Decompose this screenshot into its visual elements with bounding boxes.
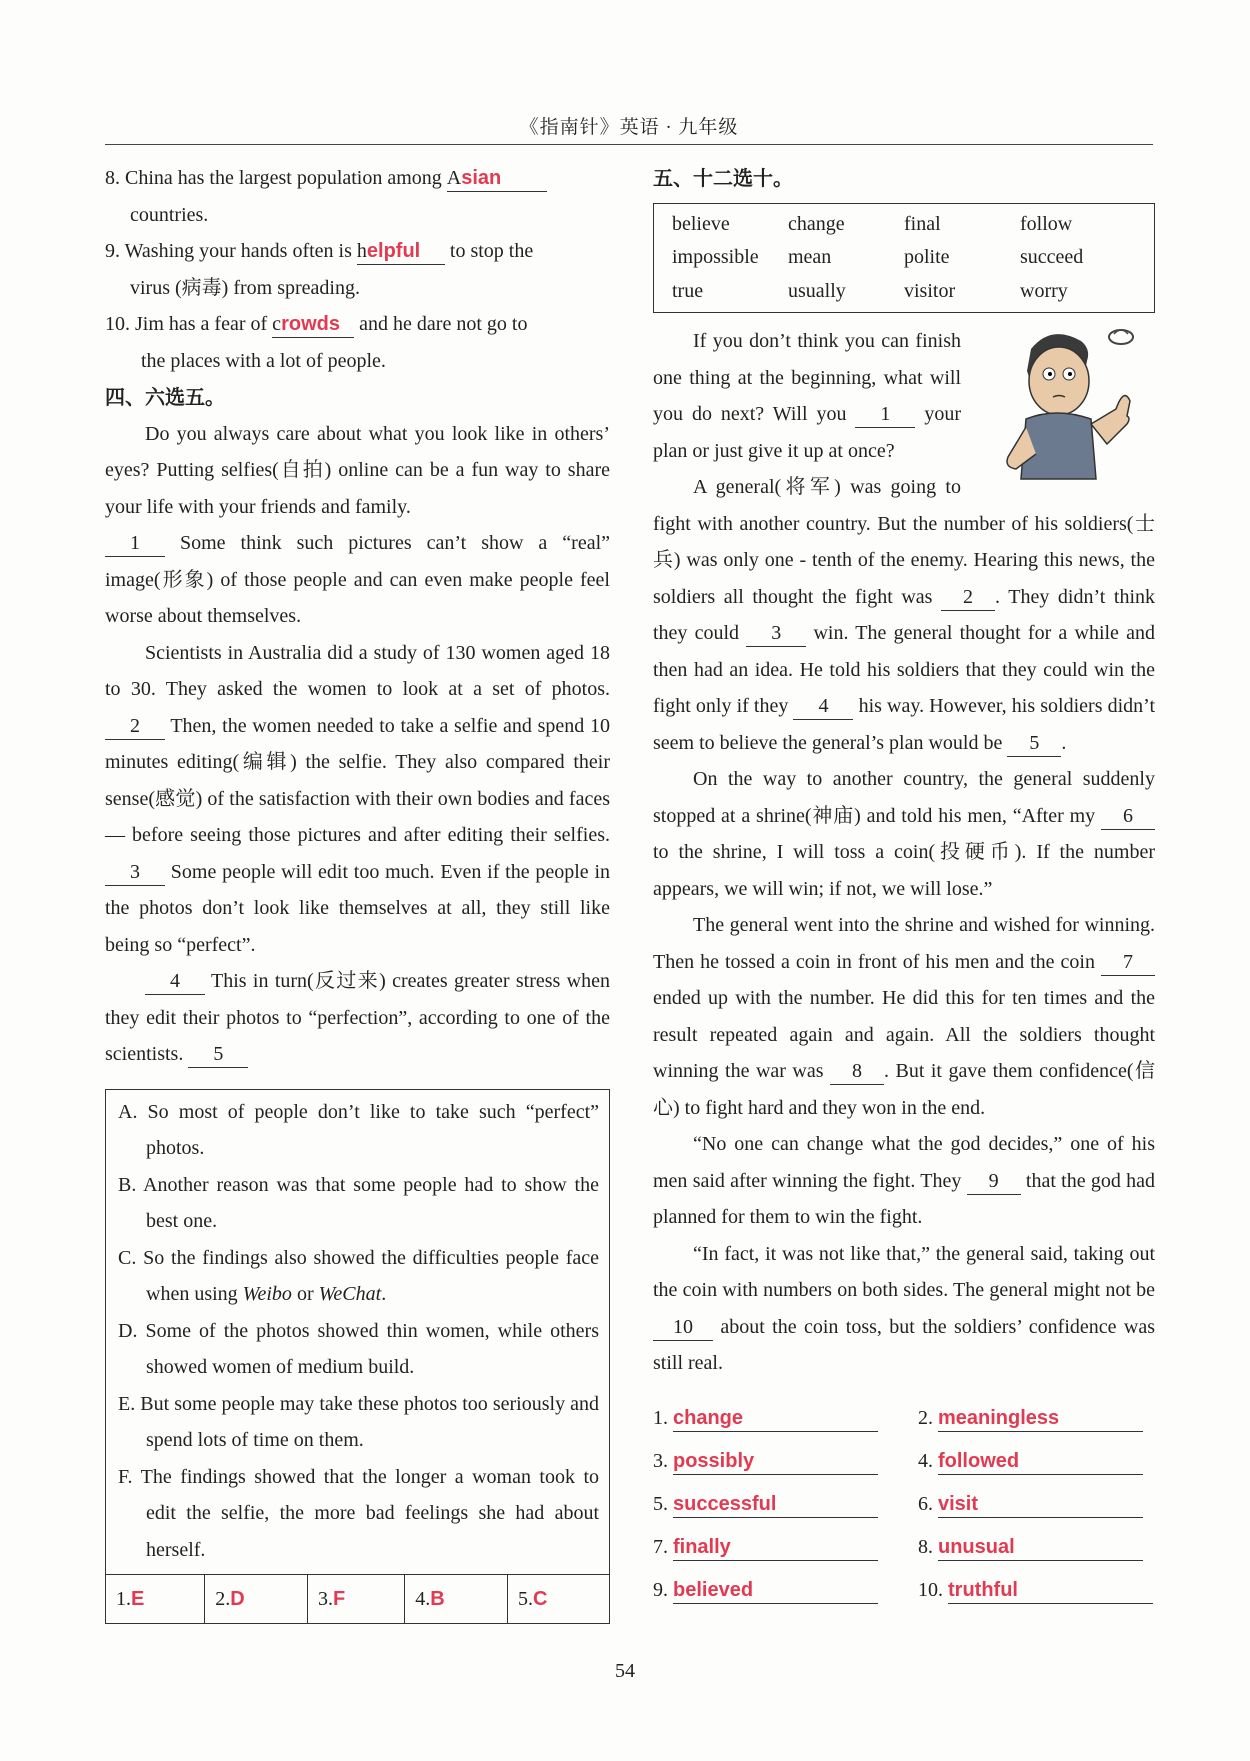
word: final xyxy=(904,212,941,235)
vocab-answer-10: rowds xyxy=(281,313,340,335)
s4-blank-1[interactable]: 1 xyxy=(105,530,165,557)
options-box xyxy=(105,1089,610,1625)
s4-blank-4[interactable]: 4 xyxy=(145,968,205,995)
s5-answer-5: 5. successful xyxy=(653,1486,890,1523)
s5-answer-2: 2. meaningless xyxy=(918,1400,1155,1437)
s5-blank-10[interactable]: 10 xyxy=(653,1314,713,1341)
s4-answer-5: 5.C xyxy=(507,1575,609,1624)
s4-blank-2[interactable]: 2 xyxy=(105,713,165,740)
right-column xyxy=(653,160,1155,1609)
option-d: D. Some of the photos showed thin women, while others showed women of medium build. xyxy=(118,1319,599,1378)
s5-blank-7[interactable]: 7 xyxy=(1101,949,1155,976)
left-column xyxy=(105,160,610,1624)
section4-title: 四、六选五。 xyxy=(105,385,225,409)
s4-blank-3[interactable]: 3 xyxy=(105,859,165,886)
s5-answer-6: 6. visit xyxy=(918,1486,1155,1523)
option-f: F. The findings showed that the longer a woman took to edit the selfie, the more bad feelings she had about herself. xyxy=(118,1465,599,1561)
s5-answer-9: 9. believed xyxy=(653,1572,890,1609)
word: follow xyxy=(1020,212,1073,235)
s5-paragraph-6: “In fact, it was not like that,” the general said, taking out the coin with numbers on both sides. The general might not be 10 about the coin toss, but the soldiers’ confidence was still real. xyxy=(653,1242,1155,1374)
s5-blank-9[interactable]: 9 xyxy=(967,1168,1021,1195)
word: polite xyxy=(904,246,950,268)
word: impossible xyxy=(672,246,759,268)
option-a: A. So most of people don’t like to take such “perfect” photos. xyxy=(118,1100,600,1159)
s4-answer-3: 3.F xyxy=(308,1575,405,1624)
s5-paragraph-1: If you don’t think you can finish one thing at the beginning, what will you do next? Will you 1 your plan or just give it up at once? xyxy=(653,330,961,462)
s5-blank-4[interactable]: 4 xyxy=(793,693,853,720)
option-b: B. Another reason was that some people had to show the best one. xyxy=(118,1173,599,1232)
word-bank xyxy=(653,203,1155,314)
vocab-item-9: 9. Washing your hands often is helpful to stop the virus (病毒) from spreading. xyxy=(105,240,534,299)
s5-paragraph-2: A general(将军) was going to fight with another country. But the number of his soldiers(士兵) was only one - tenth of the enemy. Hearing this news, the soldiers all thought the fight was 2 . They didn’t think they could 3 win. The general thought for a while and then had an idea. He told his soldiers that they could win the fight only if they 4 his way. However, his soldiers didn’t seem to believe the general’s plan would be 5 . xyxy=(653,469,1155,761)
s4-blank-5[interactable]: 5 xyxy=(188,1041,248,1068)
s5-answer-1: 1. change xyxy=(653,1400,890,1437)
s4-answer-4: 4.B xyxy=(405,1575,508,1624)
option-e: E. But some people may take these photos too seriously and spend lots of time on them. xyxy=(118,1392,599,1451)
s4-paragraph-2: Scientists in Australia did a study of 130 women aged 18 to 30. They asked the women to look at a set of photos. 2 Then, the women needed to take a selfie and spend 10 minutes editing(编辑) the selfie. They also compared their sense(感觉) of the satisfaction with their own bodies and faces — before seeing those pictures and after editing their selfies. 3 Some people will edit too much. Even if the people in the photos don’t look like themselves at all, they still like being so “perfect”. xyxy=(105,641,610,956)
s5-answer-10: 10. truthful xyxy=(918,1572,1155,1609)
s5-blank-1[interactable]: 1 xyxy=(855,401,915,428)
s5-answer-3: 3. possibly xyxy=(653,1443,890,1480)
s4-answer-1: 1.E xyxy=(106,1575,205,1624)
s4-answer-table xyxy=(106,1574,609,1623)
vocab-item-8: 8. China has the largest population among Asian countries. xyxy=(105,160,610,233)
word: visitor xyxy=(904,279,956,302)
s5-paragraph-4: The general went into the shrine and wished for winning. Then he tossed a coin in front of his men and the coin 7 ended up with the number. He did this for ten times and the result repeated again and again. All the soldiers thought winning the war was 8 . But it gave them confidence(信心) to fight hard and they won in the end. xyxy=(653,914,1156,1119)
vocab-item-10: 10. Jim has a fear of crowds and he dare not go to the places with a lot of people. xyxy=(105,313,528,372)
option-c: C. So the findings also showed the difficulties people face when using Weibo or WeChat. xyxy=(118,1246,600,1305)
word: believe xyxy=(672,212,730,235)
vocab-answer-8: sian xyxy=(461,167,502,189)
boy-thinking-illustration xyxy=(971,319,1161,484)
s5-answer-4: 4. followed xyxy=(918,1443,1155,1480)
s5-blank-8[interactable]: 8 xyxy=(830,1058,884,1085)
s4-answer-2: 2.D xyxy=(205,1575,308,1624)
page-number: 54 xyxy=(615,1660,635,1682)
s5-paragraph-3: On the way to another country, the general suddenly stopped at a shrine(神庙) and told his men, “After my 6 to the shrine, I will toss a coin(投硬币). If the number appears, we will win; if not, we will lose.” xyxy=(653,768,1155,900)
word: mean xyxy=(788,246,832,268)
word: true xyxy=(672,279,704,302)
vocab-answer-9: elpful xyxy=(366,240,421,262)
header-divider xyxy=(105,144,1153,145)
word: succeed xyxy=(1020,246,1084,268)
s5-answer-7: 7. finally xyxy=(653,1529,890,1566)
s5-blank-5[interactable]: 5 xyxy=(1007,730,1061,757)
s5-paragraph-5: “No one can change what the god decides,” one of his men said after winning the fight. They 9 that the god had planned for them to win the fight. xyxy=(653,1133,1155,1228)
s5-blank-2[interactable]: 2 xyxy=(941,584,995,611)
word: usually xyxy=(788,279,846,302)
page-header: 《指南针》英语 · 九年级 xyxy=(519,117,739,138)
word: worry xyxy=(1020,279,1068,302)
s4-paragraph-1: Do you always care about what you look like in others’ eyes? Putting selfies(自拍) online can be a fun way to share your life with your friends and family. 1 Some think such pictures can’t show a “real” image(形象) of those people and can even make people feel worse about themselves. xyxy=(105,422,610,627)
section5-title: 五、十二选十。 xyxy=(653,166,793,190)
word: change xyxy=(788,212,845,235)
s5-blank-6[interactable]: 6 xyxy=(1101,803,1155,830)
s5-answer-8: 8. unusual xyxy=(918,1529,1155,1566)
s5-blank-3[interactable]: 3 xyxy=(746,620,806,647)
s4-paragraph-3: 4 This in turn(反过来) creates greater stress when they edit their photos to “perfection”, according to one of the scientists. 5 xyxy=(105,963,610,1073)
s5-answer-list xyxy=(653,1400,1155,1609)
